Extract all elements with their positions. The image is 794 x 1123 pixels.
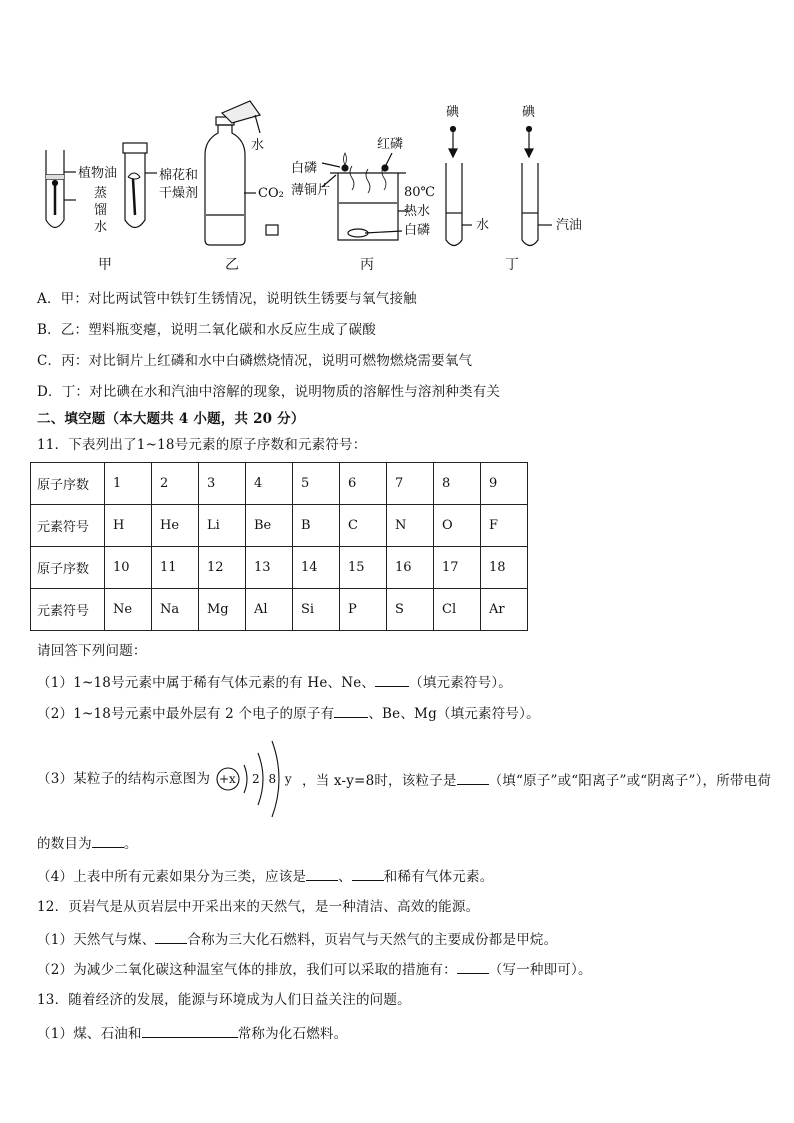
q12-stem: 12．页岩气是从页岩层中开采出来的天然气，是一种清洁、高效的能源。	[37, 899, 480, 915]
q11-p3-text-b: ，当 x-y=8时，该粒子是	[302, 773, 457, 789]
q12-p2-text-b: （写一种即可）。	[488, 962, 592, 978]
q11-p2-text-a: （2）1~18号元素中最外层有 2 个电子的原子有	[37, 706, 335, 722]
table-cell: O	[434, 505, 481, 547]
q11-p4-text-a: （4）上表中所有元素如果分为三类，应该是	[37, 869, 307, 885]
label-gasoline: 汽油	[556, 218, 583, 233]
table-cell: 元素符号	[31, 505, 105, 547]
label-temperature: 80℃	[404, 185, 436, 200]
q11-p1-text-a: （1）1~18号元素中属于稀有气体元素的有 He、Ne、	[37, 675, 376, 691]
table-cell: 12	[199, 547, 246, 589]
option-c: C．丙：对比铜片上红磷和水中白磷燃烧情况，说明可燃物燃烧需要氧气	[37, 353, 473, 369]
table-cell: 1	[105, 463, 152, 505]
table-cell: S	[387, 589, 434, 631]
q12-p2-text-a: （2）为减少二氧化碳这种温室气体的排放，我们可以采取的措施有：	[37, 962, 457, 978]
table-cell: He	[152, 505, 199, 547]
q12-p1-text-a: （1）天然气与煤、	[37, 932, 156, 948]
table-cell: 16	[387, 547, 434, 589]
q12-part2	[37, 962, 592, 978]
q13-p1-text-b: 常称为化石燃料。	[237, 1026, 348, 1042]
table-row	[31, 547, 528, 589]
label-white-phosphorus-top: 白磷	[291, 161, 318, 176]
q13-stem: 13．随着经济的发展，能源与环境成为人们日益关注的问题。	[37, 992, 411, 1008]
label-plant-oil: 植物油	[78, 166, 118, 181]
table-cell: Si	[293, 589, 340, 631]
table-row	[31, 505, 528, 547]
q13-p1-text-a: （1）煤、石油和	[37, 1026, 142, 1042]
table-cell: Li	[199, 505, 246, 547]
table-cell: Cl	[434, 589, 481, 631]
answer-blank[interactable]	[375, 675, 409, 687]
nucleus-charge: +x	[219, 772, 236, 786]
particle-structure-diagram	[214, 733, 294, 823]
table-cell: 10	[105, 547, 152, 589]
table-cell: 原子序数	[31, 547, 105, 589]
table-cell: 6	[340, 463, 387, 505]
answer-blank[interactable]	[457, 962, 489, 974]
apparatus-drawing	[0, 95, 794, 285]
label-water-yi: 水	[251, 138, 265, 153]
q13-part1	[37, 1026, 347, 1042]
answer-blank[interactable]	[142, 1026, 238, 1038]
label-cotton-desiccant: 棉花和 干燥剂	[159, 168, 199, 201]
table-cell: C	[340, 505, 387, 547]
table-cell: 原子序数	[31, 463, 105, 505]
label-white-phosphorus-bottom: 白磷	[404, 223, 431, 238]
q11-part4	[37, 869, 493, 885]
table-cell: B	[293, 505, 340, 547]
table-cell: F	[481, 505, 528, 547]
beaker	[338, 173, 398, 240]
table-cell: 7	[387, 463, 434, 505]
table-cell: Be	[246, 505, 293, 547]
table-cell: 17	[434, 547, 481, 589]
q11-part3	[302, 773, 771, 789]
option-a: A．甲：对比两试管中铁钉生锈情况，说明铁生锈要与氧气接触	[37, 291, 417, 307]
plastic-bottle	[205, 125, 245, 245]
q12-p1-text-b: 合称为三大化石燃料，页岩气与天然气的主要成份都是甲烷。	[187, 932, 558, 948]
q11-p3-text-a: （3）某粒子的结构示意图为	[37, 771, 211, 787]
table-cell: Mg	[199, 589, 246, 631]
q11-part2	[37, 706, 540, 722]
q11-p1-text-b: （填元素符号）。	[409, 675, 512, 691]
option-b: B．乙：塑料瓶变瘪，说明二氧化碳和水反应生成了碳酸	[37, 322, 376, 338]
q11-p3-text-e: 。	[123, 836, 138, 852]
caption-yi: 乙	[225, 257, 239, 273]
caption-bing: 丙	[360, 257, 374, 273]
option-d: D．丁：对比碘在水和汽油中溶解的现象，说明物质的溶解性与溶剂种类有关	[37, 384, 501, 400]
electron-shells: 2 8 y	[252, 772, 292, 786]
q11-p3-text-c: （填“原子”或“阳离子”或“阴离子”），所带电荷	[488, 773, 772, 789]
q11-prompt: 请回答下列问题：	[37, 643, 147, 659]
table-cell: 元素符号	[31, 589, 105, 631]
table-cell: Ar	[481, 589, 528, 631]
q11-part3-cont	[37, 836, 138, 852]
table-cell: N	[387, 505, 434, 547]
answer-blank[interactable]	[334, 706, 368, 718]
caption-ding: 丁	[505, 257, 519, 273]
table-cell: H	[105, 505, 152, 547]
table-cell: 18	[481, 547, 528, 589]
table-cell: 14	[293, 547, 340, 589]
label-hot-water: 热水	[404, 204, 431, 219]
label-co2: CO₂	[258, 186, 284, 201]
table-cell: Ne	[105, 589, 152, 631]
label-water-ding: 水	[476, 218, 490, 233]
element-table	[30, 462, 528, 631]
experiment-figure	[0, 95, 794, 285]
q11-p4-sep: 、	[338, 869, 352, 885]
table-row	[31, 463, 528, 505]
q11-part1	[37, 675, 512, 691]
caption-jia: 甲	[98, 257, 112, 273]
q12-part1	[37, 932, 557, 948]
answer-blank[interactable]	[306, 869, 338, 881]
answer-blank[interactable]	[352, 869, 384, 881]
table-cell: 8	[434, 463, 481, 505]
answer-blank[interactable]	[92, 836, 124, 848]
q11-stem: 11．下表列出了1~18号元素的原子序数和元素符号：	[37, 437, 367, 453]
table-row	[31, 589, 528, 631]
table-cell: 5	[293, 463, 340, 505]
table-cell: Al	[246, 589, 293, 631]
answer-blank[interactable]	[155, 932, 187, 944]
label-iodine-left: 碘	[446, 105, 460, 120]
section-2-title: 二、填空题（本大题共 4 小题，共 20 分）	[37, 411, 305, 427]
label-iodine-right: 碘	[522, 105, 536, 120]
label-copper-sheet: 薄铜片	[291, 183, 331, 198]
answer-blank[interactable]	[457, 773, 489, 785]
table-cell: 2	[152, 463, 199, 505]
table-cell: 11	[152, 547, 199, 589]
q11-p4-text-b: 和稀有气体元素。	[383, 869, 494, 885]
table-cell: 13	[246, 547, 293, 589]
table-cell: 15	[340, 547, 387, 589]
table-cell: 4	[246, 463, 293, 505]
table-cell: Na	[152, 589, 199, 631]
table-cell: P	[340, 589, 387, 631]
table-cell: 9	[481, 463, 528, 505]
table-cell: 3	[199, 463, 246, 505]
label-distilled-water: 蒸 馏 水	[94, 186, 108, 235]
label-red-phosphorus: 红磷	[377, 137, 404, 152]
q11-p2-text-b: 、Be、Mg（填元素符号）。	[368, 706, 540, 722]
q11-p3-text-d: 的数目为	[37, 836, 92, 852]
